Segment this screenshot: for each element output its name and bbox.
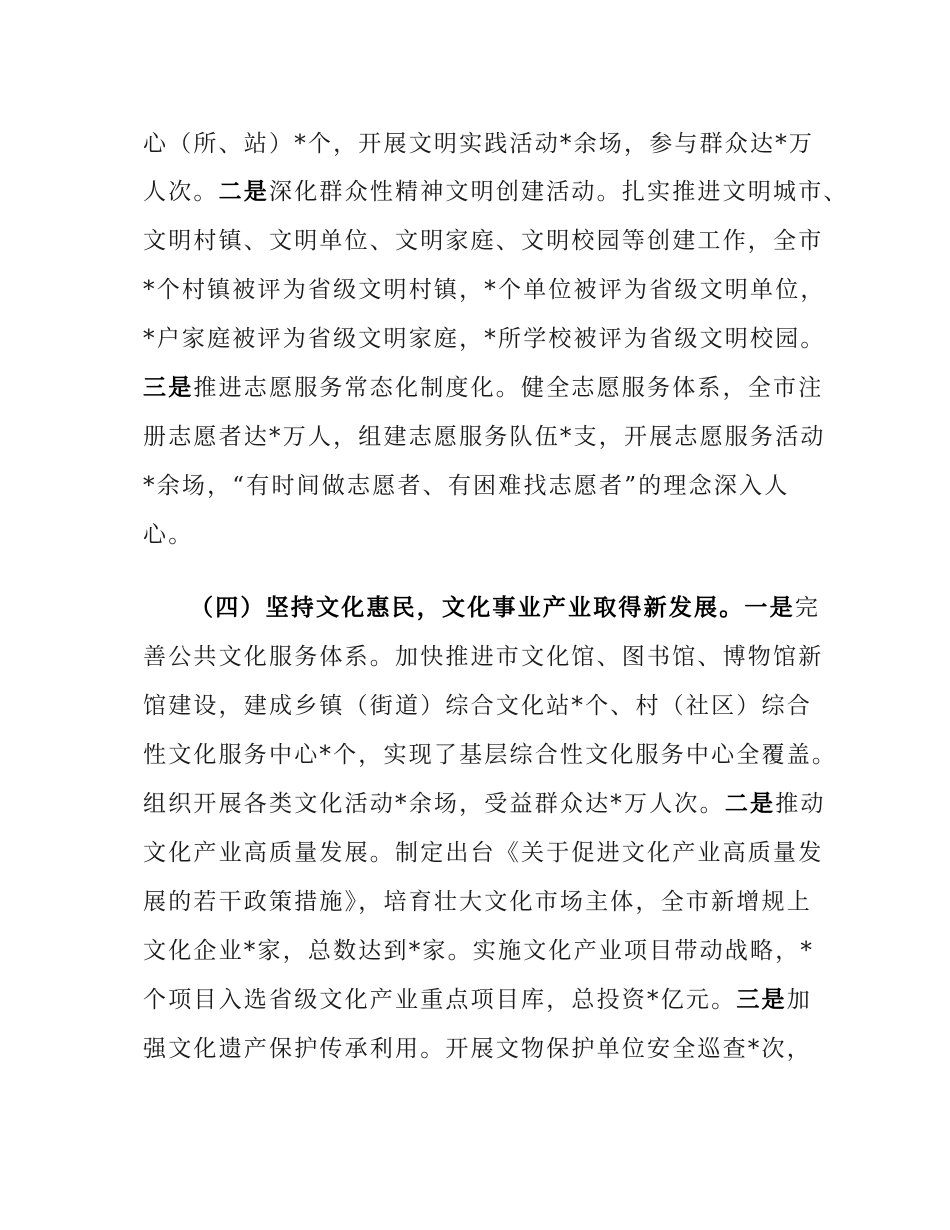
text-span: 推进志愿服务常态化制度化。健全志愿服务体系，全市注: [193, 375, 824, 401]
text-span: 册志愿者达*万人，组建志愿服务队伍*支，开展志愿服务活动: [143, 424, 826, 450]
bold-marker: 二是: [218, 179, 270, 205]
text-line: [143, 784, 826, 824]
text-span: 推动: [775, 791, 826, 817]
text-line: [143, 833, 823, 873]
section-heading: （四）坚持文化惠民，文化事业产业取得新发展。一是: [190, 595, 795, 621]
text-span: *个村镇被评为省级文明村镇，*个单位被评为省级文明单位，: [143, 277, 826, 303]
bold-marker: 三是: [143, 375, 194, 401]
text-span: 馆建设，建成乡镇（街道）综合文化站*个、村（社区）综合: [143, 693, 812, 719]
text-line: [143, 980, 812, 1020]
bold-marker: 二是: [724, 791, 776, 817]
text-line: [143, 1029, 812, 1069]
text-line: [143, 124, 814, 164]
text-line: [143, 466, 789, 506]
text-span: 善公共文化服务体系。加快推进市文化馆、图书馆、博物馆新: [143, 644, 824, 670]
text-line: [143, 735, 837, 775]
text-line: [143, 686, 812, 726]
text-span: 完: [794, 595, 821, 621]
text-span: 展的若干政策措施》，培育壮大文化市场主体，全市新增规上: [143, 889, 812, 915]
text-line: [143, 882, 812, 922]
bold-marker: 三是: [736, 987, 787, 1013]
text-line: [143, 637, 823, 677]
text-line: [143, 270, 826, 310]
text-span: 心（所、站）*个，开展文明实践活动*余场，参与群众达*万: [143, 131, 815, 157]
text-span: 深化群众性精神文明创建活动。扎实推进文明城市、: [269, 179, 849, 205]
text-line: [143, 931, 814, 971]
text-line: [143, 417, 826, 457]
text-span: 心。: [143, 522, 194, 548]
text-line: [143, 221, 823, 261]
text-span: 组织开展各类文化活动*余场，受益群众达*万人次。: [143, 791, 725, 817]
text-span: 性文化服务中心*个，实现了基层综合性文化服务中心全覆盖。: [143, 742, 838, 768]
text-span: 人次。: [143, 179, 219, 205]
text-span: 文化产业高质量发展。制定出台《关于促进文化产业高质量发: [143, 840, 824, 866]
text-span: 个项目入选省级文化产业重点项目库，总投资*亿元。: [143, 987, 737, 1013]
section-heading-line: [190, 588, 820, 628]
text-line: [143, 515, 193, 555]
text-span: *余场，“有时间做志愿者、有困难找志愿者”的理念深入人: [143, 473, 790, 499]
text-span: 文化企业*家，总数达到*家。实施文化产业项目带动战略，*: [143, 938, 815, 964]
text-span: 文明村镇、文明单位、文明家庭、文明校园等创建工作，全市: [143, 228, 824, 254]
text-line: [143, 319, 826, 359]
text-span: 加: [786, 987, 812, 1013]
text-span: *户家庭被评为省级文明家庭，*所学校被评为省级文明校园。: [143, 326, 826, 352]
text-line: [143, 172, 849, 212]
text-span: 强文化遗产保护传承利用。开展文物保护单位安全巡查*次，: [143, 1036, 812, 1062]
text-line: [143, 368, 823, 408]
